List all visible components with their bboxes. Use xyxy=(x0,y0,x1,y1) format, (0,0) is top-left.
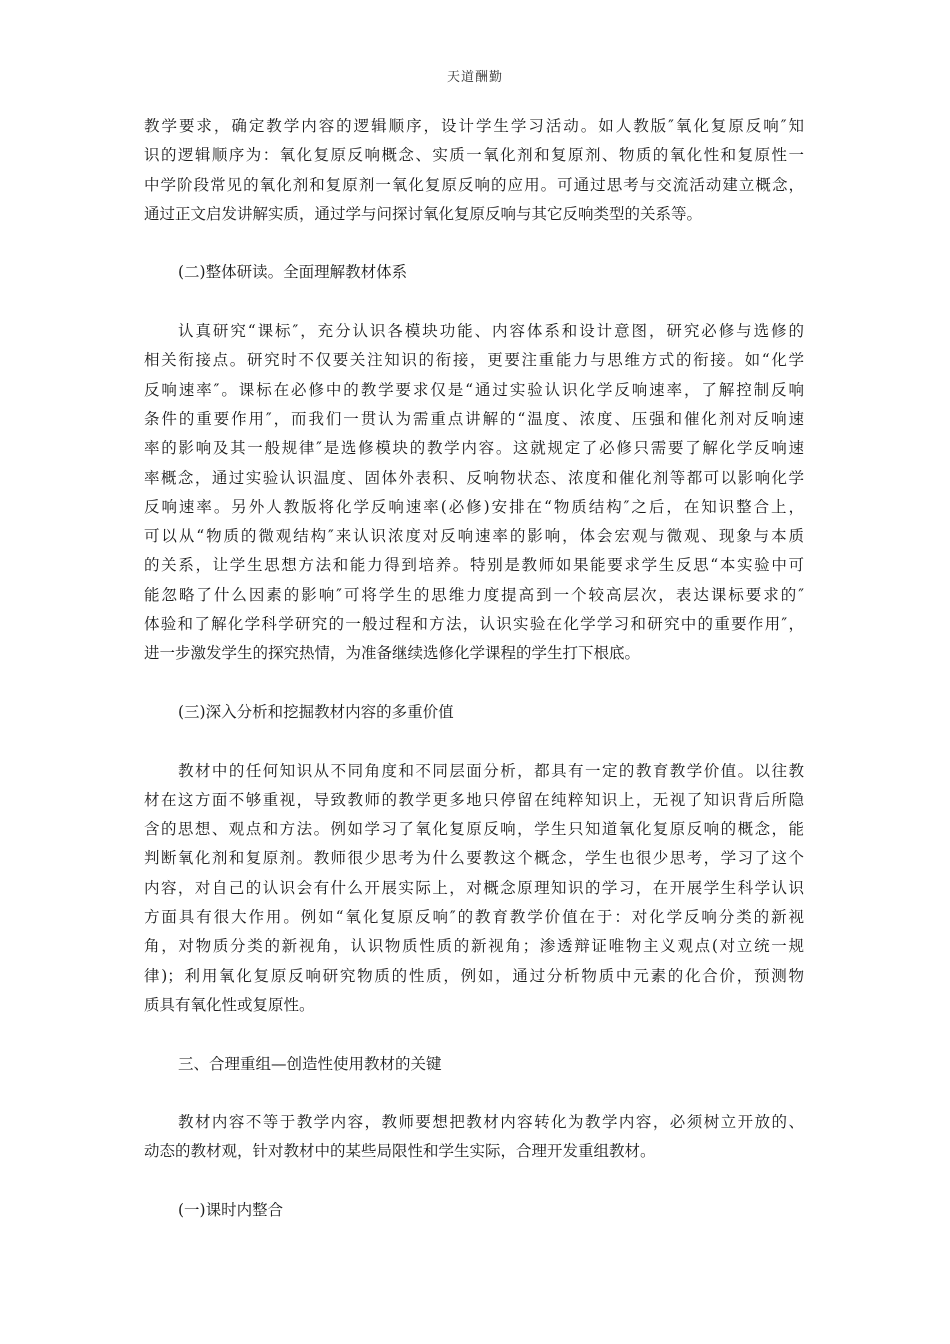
paragraph-line: 反响速率″。课标在必修中的教学要求仅是“通过实验认识化学反响速率，了解控制反响 xyxy=(144,380,804,399)
paragraph-line: 判断氧化剂和复原剂。教师很少思考为什么要教这个概念，学生也很少思考，学习了这个 xyxy=(144,849,804,868)
paragraph-line: 率的影响及其一般规律″是选修模块的教学内容。这就规定了必修只需要了解化学反响速 xyxy=(144,439,804,458)
paragraph-gap xyxy=(144,288,804,317)
paragraph-line: 律)；利用氧化复原反响研究物质的性质，例如，通过分析物质中元素的化合价，预测物 xyxy=(144,966,804,985)
paragraph-gap xyxy=(144,1167,804,1196)
paragraph-line: 含的思想、观点和方法。例如学习了氧化复原反响，学生只知道氧化复原反响的概念，能 xyxy=(144,820,804,839)
section-heading: (二)整体研读。全面理解教材体系 xyxy=(178,263,408,282)
paragraph-line: 动态的教材观，针对教材中的某些局限性和学生实际，合理开发重组教材。 xyxy=(144,1142,656,1161)
paragraph-line: 识的逻辑顺序为：氧化复原反响概念、实质一氧化剂和复原剂、物质的氧化性和复原性一 xyxy=(144,146,804,165)
document-body xyxy=(144,112,804,1225)
paragraph-line: 通过正文启发讲解实质，通过学与问探讨氧化复原反响与其它反响类型的关系等。 xyxy=(144,204,703,223)
paragraph-line: 反响速率。另外人教版将化学反响速率(必修)安排在“物质结构″之后，在知识整合上， xyxy=(144,497,804,516)
page-header: 天道酬勤 xyxy=(446,70,503,85)
paragraph-line: 教材内容不等于教学内容，教师要想把教材内容转化为教学内容，必须树立开放的、 xyxy=(178,1113,804,1132)
section-heading: (一)课时内整合 xyxy=(178,1200,284,1219)
paragraph-gap xyxy=(144,1020,804,1049)
paragraph-gap xyxy=(144,1079,804,1108)
paragraph-gap xyxy=(144,727,804,756)
paragraph-line: 相关衔接点。研究时不仅要关注知识的衔接，更要注重能力与思维方式的衔接。如“化学 xyxy=(144,351,804,370)
paragraph-gap xyxy=(144,669,804,698)
paragraph-line: 教材中的任何知识从不同角度和不同层面分析，都具有一定的教育教学价值。以往教 xyxy=(178,761,804,780)
paragraph-line: 进一步激发学生的探究热情，为准备继续选修化学课程的学生打下根底。 xyxy=(144,644,641,663)
paragraph-line: 体验和了解化学科学研究的一般过程和方法，认识实验在化学学习和研究中的重要作用″， xyxy=(144,615,804,634)
paragraph-line: 可以从“物质的微观结构″来认识浓度对反响速率的影响，体会宏观与微观、现象与本质 xyxy=(144,527,804,546)
paragraph-line: 能忽略了什么因素的影响″可将学生的思维力度提高到一个较高层次，表达课标要求的″ xyxy=(144,585,804,604)
paragraph-line: 内容，对自己的认识会有什么开展实际上，对概念原理知识的学习，在开展学生科学认识 xyxy=(144,878,804,897)
paragraph xyxy=(144,757,804,1021)
paragraph-line: 材在这方面不够重视，导致教师的教学更多地只停留在纯粹知识上，无视了知识背后所隐 xyxy=(144,790,804,809)
paragraph-line: 率概念，通过实验认识温度、固体外表积、反响物状态、浓度和催化剂等都可以影响化学 xyxy=(144,468,804,487)
paragraph-line: 质具有氧化性或复原性。 xyxy=(144,995,315,1014)
paragraph-line: 角，对物质分类的新视角，认识物质性质的新视角；渗透辩证唯物主义观点(对立统一规 xyxy=(144,937,804,956)
paragraph-line: 教学要求，确定教学内容的逻辑顺序，设计学生学习活动。如人教版″氧化复原反响″知 xyxy=(144,117,804,135)
paragraph xyxy=(144,112,804,229)
section-heading: 三、合理重组—创造性使用教材的关键 xyxy=(178,1054,442,1073)
paragraph-line: 认真研究“课标″，充分认识各模块功能、内容体系和设计意图，研究必修与选修的 xyxy=(178,322,804,341)
paragraph-line: 中学阶段常见的氧化剂和复原剂一氧化复原反响的应用。可通过思考与交流活动建立概念， xyxy=(144,175,804,194)
paragraph-line: 条件的重要作用″，而我们一贯认为需重点讲解的“温度、浓度、压强和催化剂对反响速 xyxy=(144,409,804,428)
paragraph-line: 方面具有很大作用。例如“氧化复原反响″的教育教学价值在于：对化学反响分类的新视 xyxy=(144,908,804,927)
paragraph xyxy=(144,317,804,669)
paragraph xyxy=(144,1108,804,1167)
paragraph-line: 的关系，让学生思想方法和能力得到培养。特别是教师如果能要求学生反思“本实验中可 xyxy=(144,556,804,575)
section-heading: (三)深入分析和挖掘教材内容的多重价值 xyxy=(178,702,454,721)
paragraph-gap xyxy=(144,229,804,258)
